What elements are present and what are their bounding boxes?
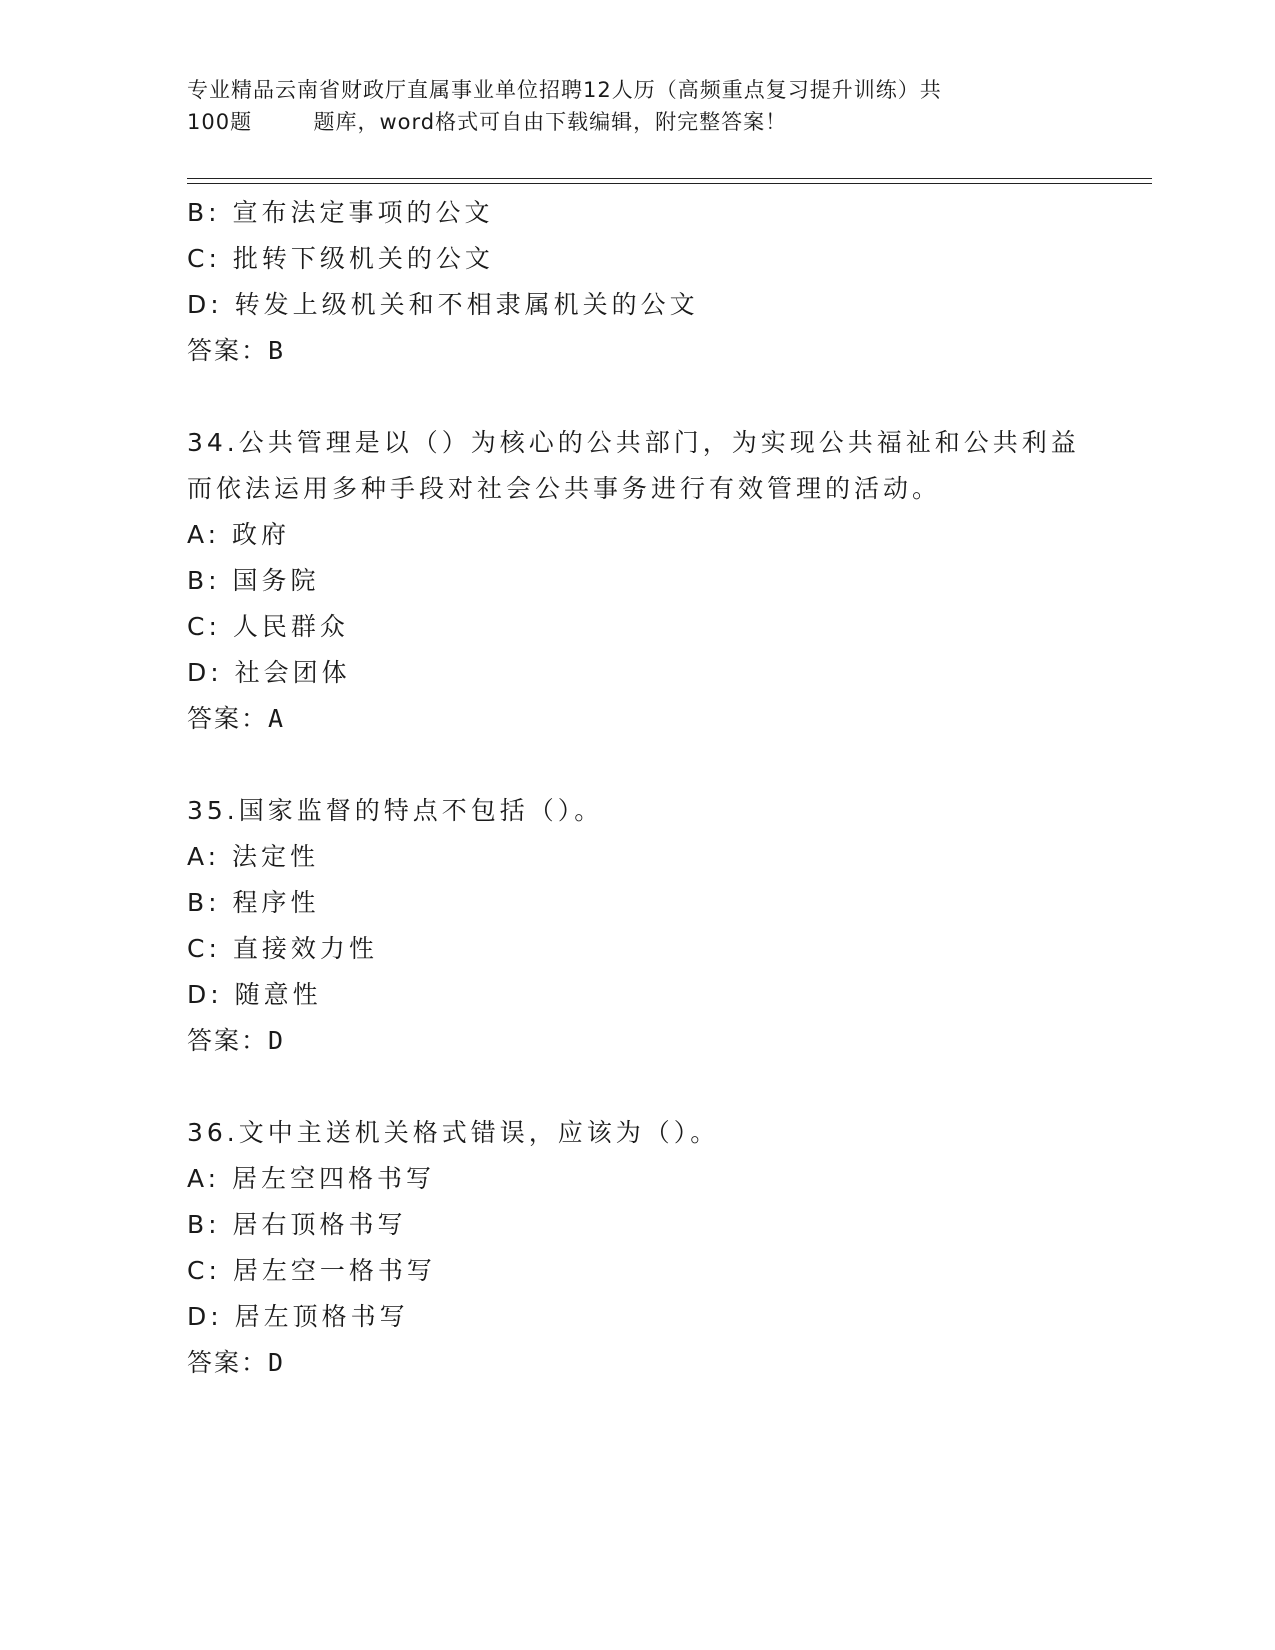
question-text-continued: 而依法运用多种手段对社会公共事务进行有效管理的活动。 [187, 474, 942, 503]
option-d: D: 转发上级机关和不相隶属机关的公文 [187, 290, 699, 319]
question-text: 34.公共管理是以（）为核心的公共部门，为实现公共福祉和公共利益 [187, 428, 1080, 457]
answer: 答案：A [187, 704, 286, 733]
option-d: D: 随意性 [187, 980, 322, 1009]
option-d: D: 社会团体 [187, 658, 351, 687]
header-title-line-2: 100题 题库，word格式可自由下载编辑，附完整答案！ [187, 110, 788, 134]
option-b: B: 国务院 [187, 566, 320, 595]
header-divider-bottom [187, 183, 1152, 184]
header-divider-top [187, 178, 1152, 179]
answer: 答案：B [187, 336, 286, 365]
option-c: C: 直接效力性 [187, 934, 378, 963]
answer: 答案：D [187, 1348, 286, 1377]
question-list [187, 190, 1087, 1386]
option-b: B: 居右顶格书写 [187, 1210, 407, 1239]
question-33-continued [187, 190, 1087, 374]
option-d: D: 居左顶格书写 [187, 1302, 409, 1331]
option-a: A: 法定性 [187, 842, 320, 871]
question-text: 35.国家监督的特点不包括（）。 [187, 796, 604, 825]
option-a: A: 政府 [187, 520, 291, 549]
question-36 [187, 1110, 1087, 1386]
option-c: C: 批转下级机关的公文 [187, 244, 494, 273]
option-b: B: 宣布法定事项的公文 [187, 198, 494, 227]
option-c: C: 居左空一格书写 [187, 1256, 436, 1285]
answer: 答案：D [187, 1026, 286, 1055]
question-text: 36.文中主送机关格式错误，应该为（）。 [187, 1118, 720, 1147]
option-b: B: 程序性 [187, 888, 320, 917]
header-title-line-1: 专业精品云南省财政厅直属事业单位招聘12人历（高频重点复习提升训练）共 [187, 78, 942, 102]
question-35 [187, 788, 1087, 1064]
question-34 [187, 420, 1087, 742]
option-c: C: 人民群众 [187, 612, 349, 641]
page-header [187, 74, 1087, 138]
option-a: A: 居左空四格书写 [187, 1164, 436, 1193]
